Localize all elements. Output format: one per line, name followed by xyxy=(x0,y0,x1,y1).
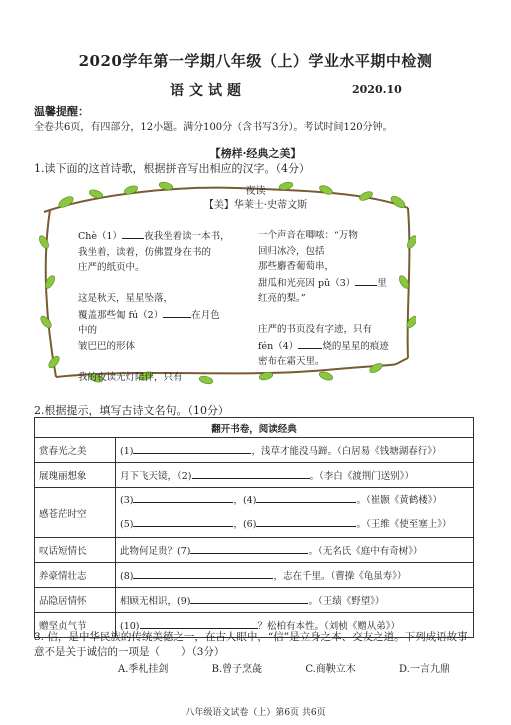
tip-text: 全卷共6页，有四部分，12小题。满分100分（含书写3分）。考试时间120分钟。 xyxy=(34,122,393,133)
poem-line: 密布在霜天里。 xyxy=(258,356,325,367)
row-line: (3) ，(4) 。（崔颢《黄鹤楼》） xyxy=(120,489,469,513)
poetry-fill-table xyxy=(34,417,474,638)
row-content xyxy=(116,488,474,538)
answer-blank[interactable] xyxy=(163,307,191,318)
row-line: (5) ，(6) 。（王维《使至塞上》） xyxy=(120,513,469,537)
answer-blank[interactable] xyxy=(133,492,233,503)
page-footer: 八年级语文试卷（上）第6页 共6页 xyxy=(185,708,326,718)
tip-label: 温馨提醒： xyxy=(34,105,89,118)
poem-line: 这是秋天，星星坠落， xyxy=(78,293,174,304)
question-2-stem: 2.根据提示，填写古诗文名句。（10分） xyxy=(34,404,229,417)
row-content: (10) ？松柏有本性。（刘桢《赠从弟》） xyxy=(116,613,474,638)
poem-title: 夜读 xyxy=(245,186,266,197)
answer-blank[interactable] xyxy=(133,568,273,579)
table-header: 翻开书卷，阅读经典 xyxy=(35,418,474,438)
row-label: 赠坚贞气节 xyxy=(35,613,116,638)
option-c[interactable]: C.商鞅立木 xyxy=(305,664,356,675)
row-label: 养豪情壮志 xyxy=(35,563,116,588)
poem-line xyxy=(258,307,418,323)
exam-subtitle: 语文试题 xyxy=(170,83,246,99)
row-label: 展瑰丽想象 xyxy=(35,463,116,488)
row-label: 叹话短情长 xyxy=(35,538,116,563)
answer-blank[interactable] xyxy=(190,593,308,604)
row-content: 相顾无相识，(9) 。（王绩《野望》） xyxy=(116,588,474,613)
answer-blank[interactable] xyxy=(133,443,251,454)
row-content: (8) ，志在千里。（曹操《龟虽寿》） xyxy=(116,563,474,588)
table-row xyxy=(35,538,474,563)
answer-blank[interactable] xyxy=(355,275,377,286)
poem-line: 中的 xyxy=(78,325,98,336)
row-label: 感苍茫时空 xyxy=(35,488,116,538)
table-row xyxy=(35,438,474,463)
answer-blank[interactable] xyxy=(122,228,144,239)
poem-line: 皱巴巴的形体 xyxy=(78,340,136,352)
answer-blank[interactable] xyxy=(256,516,356,527)
poem-line: Chè（1） 夜我坐着读一本书， xyxy=(78,228,253,245)
poem-line xyxy=(78,276,253,292)
answer-blank[interactable] xyxy=(133,516,233,527)
table-row xyxy=(35,488,474,538)
answer-blank[interactable] xyxy=(256,492,356,503)
answer-blank[interactable] xyxy=(192,468,310,479)
answer-blank[interactable] xyxy=(190,543,308,554)
answer-blank[interactable] xyxy=(140,618,258,629)
poem-line: 我的夜读无灯陪伴，只有 xyxy=(78,371,183,383)
poem-author: 【美】华莱士·史蒂文斯 xyxy=(203,200,308,211)
row-label: 品隐居情怀 xyxy=(35,588,116,613)
poem-line: 红亮的梨。” xyxy=(258,293,306,304)
poem-line: 庄严的纸页中。 xyxy=(78,262,145,273)
exam-title: 2020学年第一学期八年级（上）学业水平期中检测 xyxy=(78,52,433,70)
question-3-options xyxy=(118,660,490,675)
option-d[interactable]: D.一言九鼎 xyxy=(398,664,450,675)
table-row xyxy=(35,563,474,588)
answer-blank[interactable] xyxy=(298,338,322,349)
question-3-stem: 3. 信，是中华民族的传统美德之一，在古人眼中，“信”是立身之本、交友之道。下列成语故事意不是关于诚信的一项是（ ）（3分） xyxy=(34,631,468,658)
exam-date: 2020.10 xyxy=(352,83,402,96)
poem-left-column xyxy=(78,228,253,385)
poem-line: 庄严的书页没有字迹，只有 xyxy=(258,324,373,335)
poem-right-column xyxy=(258,228,418,370)
poem-line: 覆盖那些匍 fú（2） 在月色 xyxy=(78,307,253,324)
option-b[interactable]: B.曾子烹彘 xyxy=(211,664,263,675)
row-content: (1) ，浅草才能没马蹄。（白居易《钱塘湖春行》） xyxy=(116,438,474,463)
section-title: 【榜样·经典之美】 xyxy=(209,147,302,160)
row-content: 此物何足贵？(7) 。（无名氏《庭中有奇树》） xyxy=(116,538,474,563)
poem-line: 一个声音在唧哝：“万物 xyxy=(258,230,358,241)
poem-line: fén（4） 烧的星星的痕迹 xyxy=(258,338,418,355)
row-label: 赏春光之美 xyxy=(35,438,116,463)
table-row xyxy=(35,588,474,613)
table-row xyxy=(35,463,474,488)
poem-line xyxy=(78,354,253,370)
poem-line: 那些麝香葡萄串， xyxy=(258,261,335,272)
poem-line: 甜瓜和光亮因 pǔ（3） 里 xyxy=(258,275,418,292)
poem-line: 我坐着，读着，仿佛置身在书的 xyxy=(78,246,212,258)
row-content: 月下飞天镜，（2) 。（李白《渡荆门送别》） xyxy=(116,463,474,488)
table-header-row xyxy=(35,418,474,438)
poem-line: 回归冰冷，包括 xyxy=(258,245,325,257)
option-a[interactable]: A.季札挂剑 xyxy=(118,664,169,675)
question-1-stem: 1.读下面的这首诗歌，根据拼音写出相应的汉字。（4分） xyxy=(34,162,310,175)
